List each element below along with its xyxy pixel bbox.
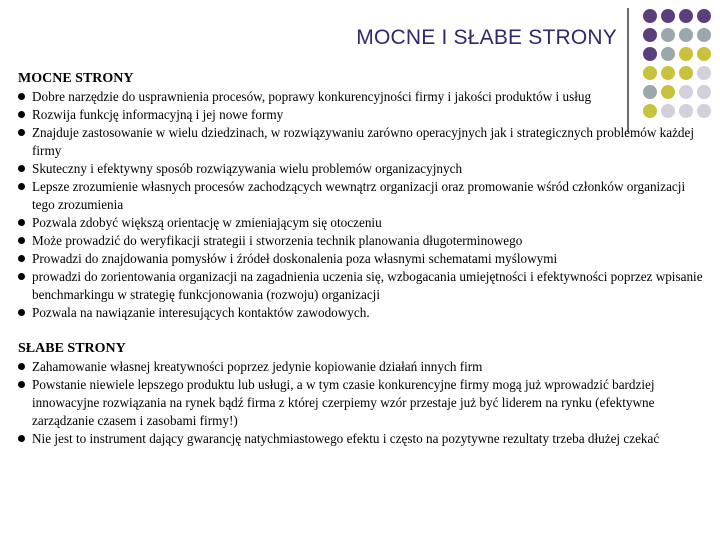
strength-item: Prowadzi do znajdowania pomysłów i źródeł doskonalenia poza własnymi schematami myślowymi: [18, 250, 710, 268]
weaknesses-list: [18, 358, 710, 448]
strengths-section: [18, 70, 710, 322]
decorative-dot: [697, 47, 711, 61]
strength-item: Dobre narzędzie do usprawnienia procesów, poprawy konkurencyjności firmy i jakości produktów i usług: [18, 88, 710, 106]
slide-content: [18, 70, 710, 448]
weakness-item: Nie jest to instrument dający gwarancję natychmiastowego efektu i często na pozytywne rezultaty trzeba dłużej czekać: [18, 430, 710, 448]
decorative-dot: [679, 9, 693, 23]
decorative-dot: [643, 47, 657, 61]
decorative-dot: [661, 47, 675, 61]
strengths-list: [18, 88, 710, 322]
strength-item: Pozwala na nawiązanie interesujących kontaktów zawodowych.: [18, 304, 710, 322]
decorative-dot: [661, 28, 675, 42]
weakness-item: Zahamowanie własnej kreatywności poprzez jedynie kopiowanie działań innych firm: [18, 358, 710, 376]
strengths-heading: MOCNE STRONY: [18, 71, 134, 86]
decorative-dot: [697, 9, 711, 23]
page-title: MOCNE I SŁABE STRONY: [356, 26, 617, 49]
strength-item: Pozwala zdobyć większą orientację w zmieniającym się otoczeniu: [18, 214, 710, 232]
decorative-dot: [679, 28, 693, 42]
weaknesses-heading: SŁABE STRONY: [18, 341, 126, 356]
decorative-dot: [643, 9, 657, 23]
decorative-dot: [697, 28, 711, 42]
strength-item: Znajduje zastosowanie w wielu dziedzinach, w rozwiązywaniu zarówno operacyjnych jak i strategicznych problemów każdej firmy: [18, 124, 710, 160]
weaknesses-section: [18, 340, 710, 448]
strength-item: Lepsze zrozumienie własnych procesów zachodzących wewnątrz organizacji oraz promowanie wśród członków organizacji tego zrozumienia: [18, 178, 710, 214]
weakness-item: Powstanie niewiele lepszego produktu lub usługi, a w tym czasie konkurencyjne firmy mogą już wprowadzić bardziej innowacyjne rozwiązania na rynek bądź firma z której czerpiemy wzór przestaje już być liderem na rynku (efektywne zarządzanie czasem i zasobami firmy!): [18, 376, 710, 430]
strength-item: Skuteczny i efektywny sposób rozwiązywania wielu problemów organizacyjnych: [18, 160, 710, 178]
decorative-dot: [643, 28, 657, 42]
strength-item: Może prowadzić do weryfikacji strategii i stworzenia technik planowania długoterminowego: [18, 232, 710, 250]
strength-item: Rozwija funkcję informacyjną i jej nowe formy: [18, 106, 710, 124]
decorative-dot: [679, 47, 693, 61]
decorative-dot: [661, 9, 675, 23]
strength-item: prowadzi do zorientowania organizacji na zagadnienia uczenia się, wzbogacania umiejętności i efektywności poprzez wpisanie benchmarkingu w strategię funkcjonowania (rozwoju) organizacji: [18, 268, 710, 304]
